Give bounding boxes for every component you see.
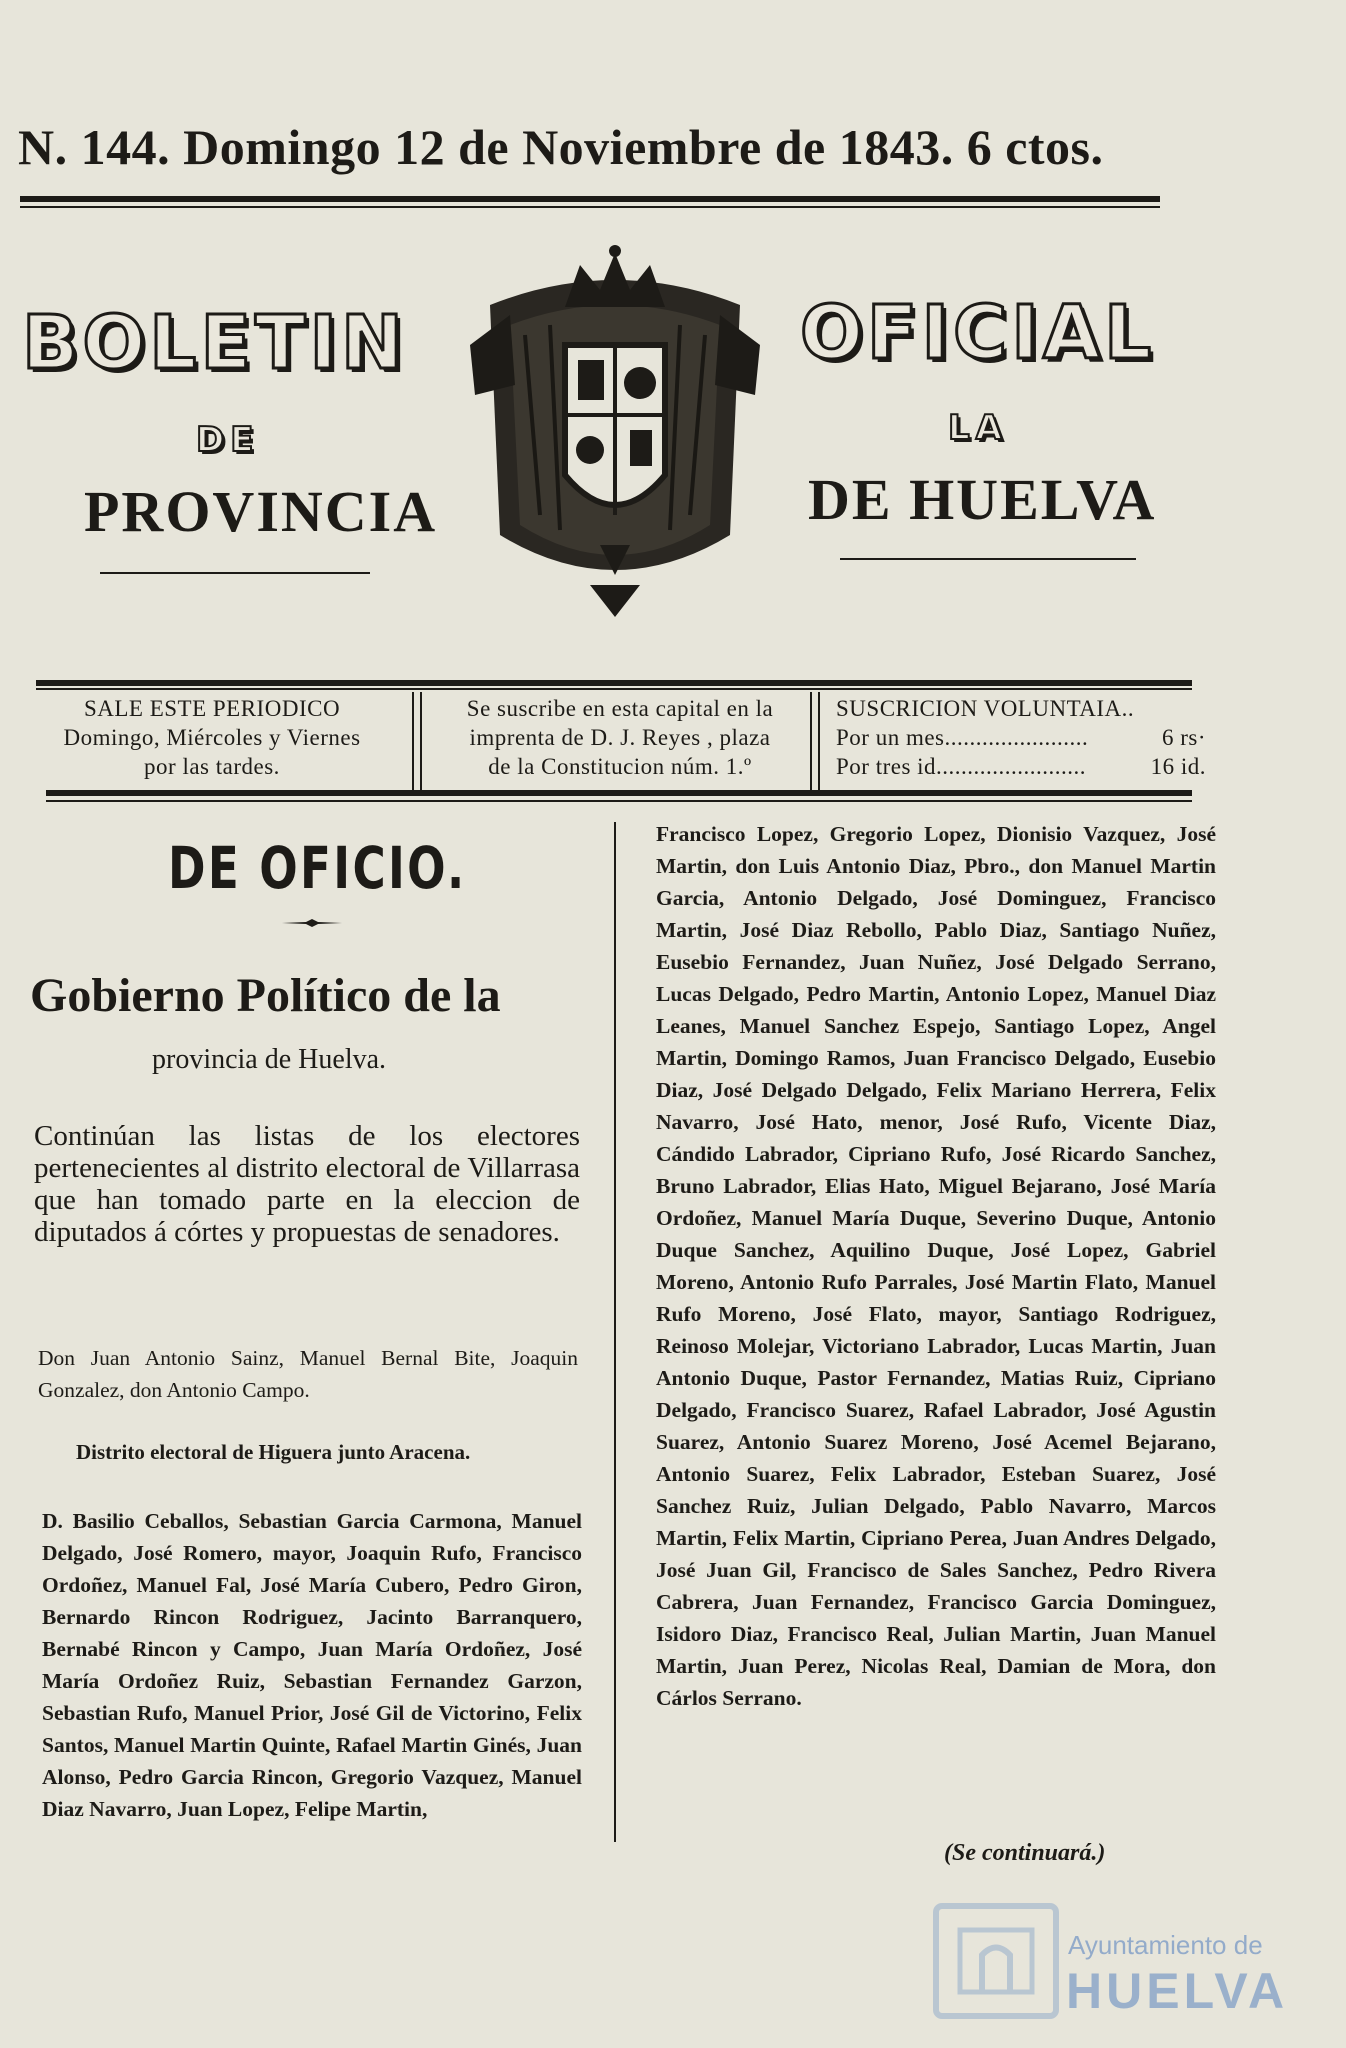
masthead-de-huelva: DE HUELVA (808, 467, 1157, 532)
info-divider-2b (818, 692, 820, 792)
continued-note: (Se continuará.) (944, 1840, 1106, 1866)
article-subtitle: provincia de Huelva. (152, 1044, 387, 1075)
article-lead: Continúan las listas de los electores pertenecientes al distrito electoral de Villarrasa que han tomado parte en la eleccion de diputados á córtes y propuestas de senadores. (34, 1120, 580, 1248)
issue-line: N. 144. Domingo 12 de Noviembre de 1843. 6 ctos. (18, 119, 1104, 175)
info-rule-bottom-thin (46, 800, 1192, 802)
info-rule-top-thin (36, 688, 1192, 690)
price-label: Por un mes....................... (836, 725, 1089, 750)
ornament-icon (282, 918, 342, 928)
paragraph-electors-higuera: D. Basilio Ceballos, Sebastian Garcia Carmona, Manuel Delgado, José Romero, mayor, Joaquin Rufo, Francisco Ordoñez, Manuel Fal, José María Cubero, Pedro Giron, Bernardo Rincon Rodriguez, Jacinto Barranquero, Bernabé Rincon y Campo, Juan María Ordoñez, José María Ordoñez Ruiz, Sebastian Fernandez Garzon, Sebastian Rufo, Manuel Prior, José Gil de Victorino, Felix Santos, Manuel Martin Quinte, Rafael Martin Ginés, Juan Alonso, Pedro Garcia Rincon, Gregorio Vazquez, Manuel Diaz Navarro, Juan Lopez, Felipe Martin, (42, 1509, 582, 1821)
subscription-line-3: de la Constitucion núm. 1.º (488, 754, 752, 779)
watermark-line-1: Ayuntamiento de (1068, 1930, 1263, 1960)
info-divider-2 (810, 692, 812, 792)
masthead-underline-right (840, 558, 1136, 560)
section-heading: DE OFICIO. (168, 834, 467, 902)
header-rule-bottom (20, 206, 1160, 208)
subscription-prices (836, 694, 1206, 781)
header-rule-top (20, 196, 1160, 202)
masthead-provincia: PROVINCIA (84, 479, 438, 544)
subscription-line-2: imprenta de D. J. Reyes , plaza (469, 725, 771, 750)
subscription-place (430, 694, 810, 781)
schedule-line-2: Domingo, Miércoles y Viernes (63, 725, 361, 750)
royal-coat-of-arms-icon (470, 245, 760, 625)
info-rule-bottom (46, 790, 1192, 796)
masthead-underline-left (100, 572, 370, 574)
article-title: Gobierno Político de la (30, 969, 501, 1022)
paragraph-electors-continued: Francisco Lopez, Gregorio Lopez, Dionisio Vazquez, José Martin, don Luis Antonio Diaz, Pbro., don Manuel Martin Garcia, Antonio Delgado, José Dominguez, Francisco Martin, José Diaz Rebollo, Pablo Diaz, Santiago Nuñez, Eusebio Fernandez, Juan Nuñez, José Delgado Serrano, Lucas Delgado, Pedro Martin, Antonio Lopez, Manuel Diaz Leanes, Manuel Sanchez Espejo, Santiago Lopez, Angel Martin, Domingo Ramos, Juan Francisco Delgado, Eusebio Diaz, José Delgado Delgado, Felix Mariano Herrera, Felix Navarro, José Hato, menor, José Rufo, Vicente Diaz, Cándido Labrador, Cipriano Rufo, José Ricardo Sanchez, Bruno Labrador, Elias Hato, Miguel Bejarano, José María Ordoñez, Manuel María Duque, Severino Duque, Antonio Duque Sanchez, Aquilino Duque, José Lopez, Gabriel Moreno, Antonio Rufo Parrales, José Martin Flato, Manuel Rufo Moreno, José Flato, mayor, Santiago Rodriguez, Reinoso Molejar, Victoriano Labrador, Lucas Martin, Juan Antonio Duque, Pastor Fernandez, Matias Ruiz, Cipriano Delgado, Francisco Suarez, Rafael Labrador, José Agustin Suarez, Antonio Suarez Moreno, José Acemel Bejarano, Antonio Suarez, Felix Labrador, Esteban Suarez, José Sanchez Ruiz, Julian Delgado, Pablo Navarro, Marcos Martin, Felix Martin, Cipriano Perea, Juan Andres Delgado, José Juan Gil, Francisco de Sales Sanchez, Pedro Rivera Cabrera, Juan Fernandez, Francisco Garcia Dominguez, Isidoro Diaz, Francisco Real, Julian Martin, Juan Manuel Martin, Juan Perez, Nicolas Real, Damian de Mora, don Cárlos Serrano. (656, 822, 1216, 1710)
column-divider (614, 822, 616, 1842)
masthead-word-right: OFICIAL (800, 290, 1156, 376)
price-row-month (836, 723, 1206, 752)
district-heading: Distrito electoral de Higuera junto Aracena. (76, 1440, 471, 1464)
info-divider-1 (412, 692, 414, 792)
price-value: 16 id. (1150, 754, 1206, 779)
price-value: 6 rs· (1161, 725, 1206, 750)
schedule-line-3: por las tardes. (144, 754, 280, 779)
masthead-word-left: BOLETIN (22, 300, 407, 386)
paragraph-electors-1: Don Juan Antonio Sainz, Manuel Bernal Bite, Joaquin Gonzalez, don Antonio Campo. (38, 1346, 578, 1402)
masthead-la: LA (948, 408, 1008, 448)
info-rule-top (36, 680, 1192, 686)
prices-title: SUSCRICION VOLUNTAIA.. (836, 696, 1135, 721)
publication-schedule (22, 694, 402, 781)
price-label: Por tres id........................ (836, 754, 1087, 779)
masthead-de: DE (196, 420, 260, 460)
subscription-line-1: Se suscribe en esta capital en la (466, 696, 774, 721)
info-divider-1b (420, 692, 422, 792)
price-row-three-months (836, 752, 1206, 781)
schedule-line-1: SALE ESTE PERIODICO (83, 696, 341, 721)
watermark-line-2: HUELVA (1066, 1963, 1289, 2019)
